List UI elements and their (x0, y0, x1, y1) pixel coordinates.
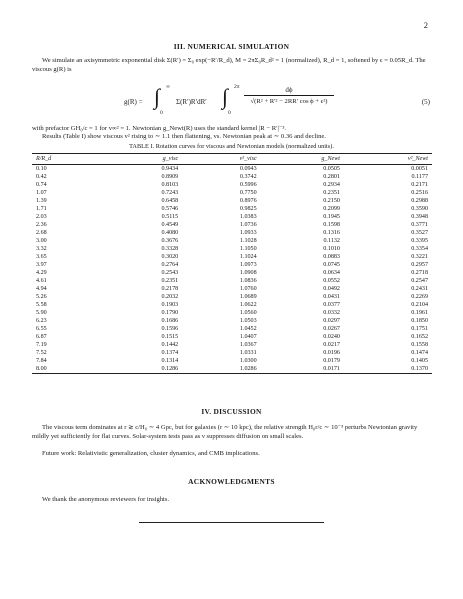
table-cell: 0.5115 (161, 214, 179, 220)
table-cell: 1.0300 (239, 358, 257, 364)
equation-5 (0, 84, 463, 124)
table-cell: 0.4080 (161, 230, 179, 236)
table-cell: 0.2431 (411, 286, 428, 292)
table-row (32, 173, 432, 181)
table-cell: 1.71 (36, 206, 47, 212)
table-cell: 0.3948 (411, 214, 428, 220)
future-work-paragraph: Future work: Relativistic generalization, cluster dynamics, and CMB implications. (42, 450, 260, 457)
integral-sign-radial: ∫ (154, 84, 161, 109)
table-cell: 3.00 (36, 238, 47, 244)
table-cell: 1.0560 (239, 310, 257, 316)
table-cell: 1.0383 (239, 214, 257, 220)
table-cell: 0.2351 (161, 278, 179, 284)
column-header: v²_Newt (407, 156, 428, 162)
table-cell: 0.1314 (161, 358, 179, 364)
table-cell: 1.0908 (239, 270, 257, 276)
table-cell: 0.9434 (161, 166, 179, 172)
table-cell: 5.26 (36, 294, 47, 300)
table-row (32, 197, 432, 205)
table-cell: 0.1442 (161, 342, 179, 348)
table-row (32, 165, 432, 174)
column-header: g_visc (162, 156, 179, 162)
table-cell: 0.6458 (161, 198, 179, 204)
table-cell: 8.00 (36, 366, 47, 372)
table-cell: 0.1652 (411, 334, 428, 340)
table-cell: 0.7243 (161, 190, 179, 196)
table-cell: 0.1474 (411, 350, 428, 356)
table-cell: 0.0171 (323, 366, 340, 372)
table-cell: 0.2988 (411, 198, 428, 204)
table-cell: 4.29 (36, 270, 47, 276)
table-cell: 1.0973 (239, 262, 257, 268)
table-cell: 1.0286 (239, 366, 257, 372)
table-cell: 1.0407 (239, 334, 257, 340)
table-cell: 0.7750 (239, 190, 257, 196)
table-cell: 0.0196 (323, 350, 340, 356)
table-cell: 1.0622 (239, 302, 257, 308)
table-cell: 7.84 (36, 358, 47, 364)
table-row (32, 181, 432, 189)
table-cell: 0.0552 (323, 278, 340, 284)
table-cell: 0.3020 (161, 254, 179, 260)
table-row (32, 253, 432, 261)
table-cell: 1.1024 (239, 254, 257, 260)
fraction-denominator: √(R² + R′² − 2RR′ cos ϕ + ϵ²) (250, 98, 328, 105)
integral-upper-limit: ∞ (166, 84, 170, 90)
table-row (32, 301, 432, 309)
page-number: 2 (423, 20, 428, 30)
integral-upper-limit: 2π (234, 84, 240, 90)
table-row (32, 325, 432, 333)
table-cell: 0.2178 (161, 286, 179, 292)
table-cell: 7.52 (36, 350, 47, 356)
table-cell: 0.0883 (323, 254, 340, 260)
table-cell: 0.1596 (161, 326, 179, 332)
table-cell: 0.3590 (411, 206, 428, 212)
table-cell: 0.1686 (161, 318, 179, 324)
table-cell: 0.2516 (411, 190, 428, 196)
table-cell: 0.2718 (411, 270, 428, 276)
end-rule (139, 522, 324, 523)
table-cell: 0.2171 (411, 182, 428, 188)
table-cell: 0.1316 (323, 230, 340, 236)
table-cell: 0.2543 (161, 270, 179, 276)
table-cell: 0.3221 (411, 254, 428, 260)
table-cell: 0.1751 (411, 326, 428, 332)
table-cell: 4.94 (36, 286, 47, 292)
equation-fraction (244, 86, 334, 105)
table-row (32, 213, 432, 221)
table-cell: 0.1945 (323, 214, 340, 220)
table-cell: 0.0267 (323, 326, 340, 332)
table-row (32, 365, 432, 374)
table-cell: 0.1903 (161, 302, 179, 308)
table-cell: 0.3354 (411, 246, 428, 252)
table-cell: 1.39 (36, 198, 47, 204)
table-cell: 0.9825 (239, 206, 257, 212)
table-cell: 0.3527 (411, 230, 428, 236)
table-cell: 0.1850 (411, 318, 428, 324)
table-row (32, 309, 432, 317)
table-cell: 0.3771 (411, 222, 428, 228)
table-row (32, 261, 432, 269)
table-header-row (32, 154, 432, 165)
table-cell: 1.0836 (239, 278, 257, 284)
section-heading-acknowledgments: ACKNOWLEDGMENTS (188, 477, 275, 486)
table-cell: 0.74 (36, 182, 47, 188)
table-cell: 1.0503 (239, 318, 257, 324)
table-cell: 2.68 (36, 230, 47, 236)
discussion-paragraph: The viscous term dominates at r ≳ c/H₀ ∼ 4 Gpc, but for galaxies (r ∼ 10 kpc), the relative strength H₀r/c ∼ 10⁻³ perturbs Newtonian gravity mildly yet sufficiently for flat curves. Solar-system tests pass as ν suppresses diffusion on small scales. (32, 424, 418, 440)
table-cell: 5.90 (36, 310, 47, 316)
table-cell: 0.42 (36, 174, 47, 180)
table-row (32, 293, 432, 301)
table-cell: 0.8909 (161, 174, 179, 180)
table-cell: 1.0452 (239, 326, 257, 332)
table-row (32, 229, 432, 237)
table-cell: 1.07 (36, 190, 47, 196)
table-cell: 0.8976 (239, 198, 257, 204)
table-cell: 0.8103 (161, 182, 179, 188)
table-cell: 0.1010 (323, 246, 340, 252)
table-cell: 0.5746 (161, 206, 179, 212)
table-row (32, 205, 432, 213)
results-paragraph: Results (Table I) show viscous v² rising to ∼ 1.1 then flattening, vs. Newtonian peak at ∼ 0.36 and decline. (42, 133, 326, 140)
table-row (32, 245, 432, 253)
table-cell: 1.0689 (239, 294, 257, 300)
table-row (32, 333, 432, 341)
simulation-paragraph: We simulate an axisymmetric exponential disk Σ(R′) = Σ₀ exp(−R′/R_d), M = 2πΣ₀R_d² = 1 (normalized), R_d = 1, softened by ϵ = 0.05R_d. The viscous g(R) is (32, 57, 426, 73)
table-cell: 0.1558 (411, 342, 428, 348)
table-cell: 0.1515 (161, 334, 179, 340)
table-cell: 0.1598 (323, 222, 340, 228)
table-cell: 2.36 (36, 222, 47, 228)
table-row (32, 237, 432, 245)
table-cell: 0.2547 (411, 278, 428, 284)
table-cell: 1.0760 (239, 286, 257, 292)
table-cell: 1.0736 (239, 222, 257, 228)
table-cell: 0.0217 (323, 342, 340, 348)
table-cell: 0.2801 (323, 174, 340, 180)
table-row (32, 269, 432, 277)
table-cell: 3.65 (36, 254, 47, 260)
table-cell: 0.5996 (239, 182, 257, 188)
integral-lower-limit: 0 (228, 110, 231, 116)
table-cell: 0.1405 (411, 358, 428, 364)
table-cell: 0.4549 (161, 222, 179, 228)
table-cell: 0.1177 (411, 174, 428, 180)
table-row (32, 349, 432, 357)
table-cell: 0.0332 (323, 310, 340, 316)
table-cell: 7.19 (36, 342, 47, 348)
table-row (32, 317, 432, 325)
table-cell: 1.1050 (239, 246, 257, 252)
section-heading-numerical-simulation: III. NUMERICAL SIMULATION (173, 42, 290, 51)
table-row (32, 341, 432, 349)
table-row (32, 221, 432, 229)
prefactor-paragraph: with prefactor GH₀/c = 1 for v∞² = 1. Newtonian g_Newt(R) uses the standard kernel |R − R′|⁻³. (32, 125, 286, 132)
integral-lower-limit: 0 (160, 110, 163, 116)
table-cell: 0.0297 (323, 318, 340, 324)
integral-sign-angular: ∫ (222, 84, 229, 109)
table-cell: 0.0492 (323, 286, 340, 292)
table-cell: 0.1286 (161, 366, 179, 372)
table-cell: 0.2150 (323, 198, 340, 204)
table-cell: 0.0634 (323, 270, 340, 276)
table-cell: 6.23 (36, 318, 47, 324)
table-cell: 5.58 (36, 302, 47, 308)
table-cell: 0.1790 (161, 310, 179, 316)
column-header: v²_visc (239, 156, 257, 162)
table-cell: 1.1028 (239, 238, 257, 244)
table-cell: 0.3395 (411, 238, 428, 244)
table-row (32, 189, 432, 197)
table-cell: 0.2764 (161, 262, 179, 268)
table-cell: 6.87 (36, 334, 47, 340)
table-cell: 0.1132 (323, 238, 340, 244)
table-cell: 0.0377 (323, 302, 340, 308)
table-cell: 0.1961 (411, 310, 428, 316)
table-cell: 0.2104 (411, 302, 428, 308)
rotation-curve-table (32, 153, 432, 374)
table-cell: 1.0367 (239, 342, 257, 348)
table-cell: 1.0331 (239, 350, 257, 356)
table-row (32, 285, 432, 293)
table-cell: 0.2934 (323, 182, 340, 188)
table-cell: 2.03 (36, 214, 47, 220)
table-cell: 0.2957 (411, 262, 428, 268)
table-cell: 0.2099 (323, 206, 340, 212)
column-header: g_Newt (321, 156, 340, 162)
acknowledgments-text: We thank the anonymous reviewers for insights. (42, 496, 170, 503)
table-cell: 0.0505 (323, 166, 340, 172)
table-cell: 0.10 (36, 166, 47, 172)
column-header: R/R_d (36, 156, 52, 162)
table-body (32, 165, 432, 374)
equation-number: (5) (421, 98, 430, 106)
equation-integrand: Σ(R′)R′dR′ (176, 98, 207, 106)
table-cell: 0.1370 (411, 366, 428, 372)
equation-lhs: g(R) = (124, 98, 143, 106)
table-cell: 0.0943 (239, 166, 257, 172)
table-row (32, 357, 432, 365)
table-cell: 3.32 (36, 246, 47, 252)
table-cell: 0.0745 (323, 262, 340, 268)
section-heading-discussion: IV. DISCUSSION (201, 407, 262, 416)
table-cell: 0.0051 (411, 166, 428, 172)
fraction-numerator: dϕ (244, 86, 334, 96)
table-row (32, 277, 432, 285)
table-cell: 0.3328 (161, 246, 179, 252)
table-cell: 4.61 (36, 278, 47, 284)
table-cell: 0.2269 (411, 294, 428, 300)
table-cell: 6.55 (36, 326, 47, 332)
table-cell: 0.0240 (323, 334, 340, 340)
table-cell: 0.2032 (161, 294, 179, 300)
table-cell: 3.97 (36, 262, 47, 268)
table-cell: 0.3676 (161, 238, 179, 244)
table-cell: 0.0179 (323, 358, 340, 364)
table-cell: 0.1374 (161, 350, 179, 356)
table-cell: 1.0933 (239, 230, 257, 236)
table-cell: 0.0431 (323, 294, 340, 300)
table-caption: TABLE I. Rotation curves for viscous and Newtonian models (normalized units). (129, 143, 334, 150)
table-cell: 0.2351 (323, 190, 340, 196)
table-cell: 0.3742 (239, 174, 257, 180)
